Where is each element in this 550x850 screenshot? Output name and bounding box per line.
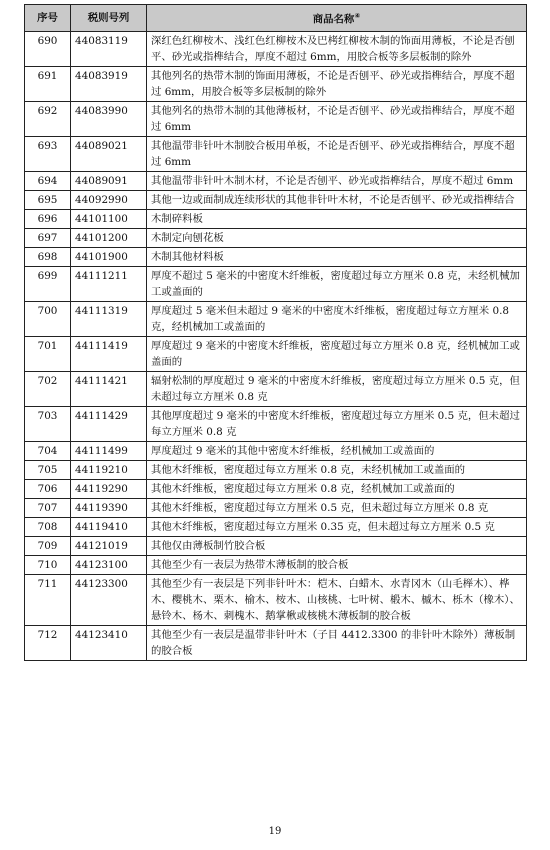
row-code: 44119410 <box>71 518 147 537</box>
row-code: 44089021 <box>71 137 147 172</box>
row-name: 其他木纤维板，密度超过每立方厘米 0.35 克，但未超过每立方厘米 0.5 克 <box>147 518 527 537</box>
row-seq: 708 <box>25 518 71 537</box>
table-row <box>25 102 527 137</box>
table-row <box>25 518 527 537</box>
table-row <box>25 210 527 229</box>
row-name: 其他温带非针叶木制木材，不论是否刨平、砂光或指榫结合，厚度不超过 6mm <box>147 172 527 191</box>
row-seq: 711 <box>25 575 71 626</box>
table-row <box>25 461 527 480</box>
row-seq: 703 <box>25 407 71 442</box>
row-seq: 697 <box>25 229 71 248</box>
table-row <box>25 556 527 575</box>
table-row <box>25 137 527 172</box>
table-row <box>25 480 527 499</box>
tariff-table <box>24 4 527 661</box>
row-seq: 698 <box>25 248 71 267</box>
table-row <box>25 537 527 556</box>
row-code: 44101200 <box>71 229 147 248</box>
row-name: 其他温带非针叶木制胶合板用单板，不论是否刨平、砂光或指榫结合，厚度不超过 6mm <box>147 137 527 172</box>
row-seq: 705 <box>25 461 71 480</box>
row-code: 44092990 <box>71 191 147 210</box>
table-row <box>25 67 527 102</box>
row-name: 其他至少有一表层为热带木薄板制的胶合板 <box>147 556 527 575</box>
row-code: 44111429 <box>71 407 147 442</box>
row-seq: 712 <box>25 626 71 661</box>
row-seq: 700 <box>25 302 71 337</box>
row-seq: 701 <box>25 337 71 372</box>
table-row <box>25 372 527 407</box>
header-seq: 序号 <box>25 5 71 32</box>
row-code: 44119210 <box>71 461 147 480</box>
row-code: 44123100 <box>71 556 147 575</box>
table-row <box>25 191 527 210</box>
row-code: 44111499 <box>71 442 147 461</box>
row-code: 44123300 <box>71 575 147 626</box>
row-seq: 706 <box>25 480 71 499</box>
row-seq: 709 <box>25 537 71 556</box>
row-name: 辐射松制的厚度超过 9 毫米的中密度木纤维板，密度超过每立方厘米 0.5 克，但未超过每立方厘米 0.8 克 <box>147 372 527 407</box>
table-row <box>25 172 527 191</box>
table-row <box>25 442 527 461</box>
row-code: 44119390 <box>71 499 147 518</box>
table-row <box>25 499 527 518</box>
row-name: 其他一边或面制成连续形状的其他非针叶木材，不论是否刨平、砂光或指榫结合 <box>147 191 527 210</box>
header-name <box>147 5 527 32</box>
header-row <box>25 5 527 32</box>
row-seq: 695 <box>25 191 71 210</box>
row-seq: 704 <box>25 442 71 461</box>
row-code: 44111211 <box>71 267 147 302</box>
row-seq: 707 <box>25 499 71 518</box>
table-row <box>25 626 527 661</box>
row-seq: 690 <box>25 32 71 67</box>
row-name: 其他木纤维板，密度超过每立方厘米 0.8 克，经机械加工或盖面的 <box>147 480 527 499</box>
row-code: 44083919 <box>71 67 147 102</box>
header-name-text: 商品名称 <box>312 13 355 26</box>
row-name: 其他木纤维板，密度超过每立方厘米 0.5 克，但未超过每立方厘米 0.8 克 <box>147 499 527 518</box>
row-seq: 691 <box>25 67 71 102</box>
table-row <box>25 32 527 67</box>
row-name: 深红色红柳桉木、浅红色红柳桉木及巴栲红柳桉木制的饰面用薄板，不论是否刨平、砂光或指榫结合，厚度不超过 6mm，用胶合板等多层板制的除外 <box>147 32 527 67</box>
row-seq: 699 <box>25 267 71 302</box>
row-name: 其他木纤维板，密度超过每立方厘米 0.8 克，未经机械加工或盖面的 <box>147 461 527 480</box>
table-row <box>25 267 527 302</box>
row-seq: 702 <box>25 372 71 407</box>
row-name: 木制定向刨花板 <box>147 229 527 248</box>
row-code: 44119290 <box>71 480 147 499</box>
row-seq: 696 <box>25 210 71 229</box>
table-row <box>25 302 527 337</box>
row-name: 其他列名的热带木制的其他薄板材，不论是否刨平、砂光或指榫结合，厚度不超过 6mm <box>147 102 527 137</box>
row-name: 其他至少有一表层是温带非针叶木（子目 4412.3300 的非针叶木除外）薄板制的胶合板 <box>147 626 527 661</box>
row-name: 木制其他材料板 <box>147 248 527 267</box>
table-row <box>25 337 527 372</box>
row-code: 44111421 <box>71 372 147 407</box>
row-seq: 694 <box>25 172 71 191</box>
row-seq: 693 <box>25 137 71 172</box>
row-code: 44111419 <box>71 337 147 372</box>
row-name: 其他仅由薄板制竹胶合板 <box>147 537 527 556</box>
row-code: 44111319 <box>71 302 147 337</box>
row-code: 44123410 <box>71 626 147 661</box>
row-name: 厚度超过 5 毫米但未超过 9 毫米的中密度木纤维板，密度超过每立方厘米 0.8 克，经机械加工或盖面的 <box>147 302 527 337</box>
row-name: 其他列名的热带木制的饰面用薄板，不论是否刨平、砂光或指榫结合，厚度不超过 6mm，用胶合板等多层板制的除外 <box>147 67 527 102</box>
row-name: 其他厚度超过 9 毫米的中密度木纤维板，密度超过每立方厘米 0.5 克，但未超过每立方厘米 0.8 克 <box>147 407 527 442</box>
page-number: 19 <box>268 826 282 837</box>
row-name: 厚度超过 9 毫米的其他中密度木纤维板，经机械加工或盖面的 <box>147 442 527 461</box>
row-code: 44083119 <box>71 32 147 67</box>
header-code: 税则号列 <box>71 5 147 32</box>
row-code: 44101100 <box>71 210 147 229</box>
row-seq: 692 <box>25 102 71 137</box>
row-name: 厚度不超过 5 毫米的中密度木纤维板，密度超过每立方厘米 0.8 克，未经机械加工或盖面的 <box>147 267 527 302</box>
footnote-marker: ④ <box>354 12 361 21</box>
row-code: 44089091 <box>71 172 147 191</box>
row-code: 44121019 <box>71 537 147 556</box>
table-row <box>25 229 527 248</box>
row-code: 44083990 <box>71 102 147 137</box>
table-body <box>25 32 527 661</box>
row-name: 厚度超过 9 毫米的中密度木纤维板，密度超过每立方厘米 0.8 克，经机械加工或盖面的 <box>147 337 527 372</box>
table-row <box>25 248 527 267</box>
row-code: 44101900 <box>71 248 147 267</box>
table-row <box>25 575 527 626</box>
table-header <box>25 5 527 32</box>
row-name: 其他至少有一表层是下列非针叶木：桤木、白蜡木、水青冈木（山毛榉木）、桦木、樱桃木、栗木、榆木、桉木、山核桃、七叶树、椴木、槭木、栎木（橡木）、悬铃木、杨木、刺槐木、鹅掌楸或核桃木薄板制的胶合板 <box>147 575 527 626</box>
row-seq: 710 <box>25 556 71 575</box>
row-name: 木制碎料板 <box>147 210 527 229</box>
table-row <box>25 407 527 442</box>
